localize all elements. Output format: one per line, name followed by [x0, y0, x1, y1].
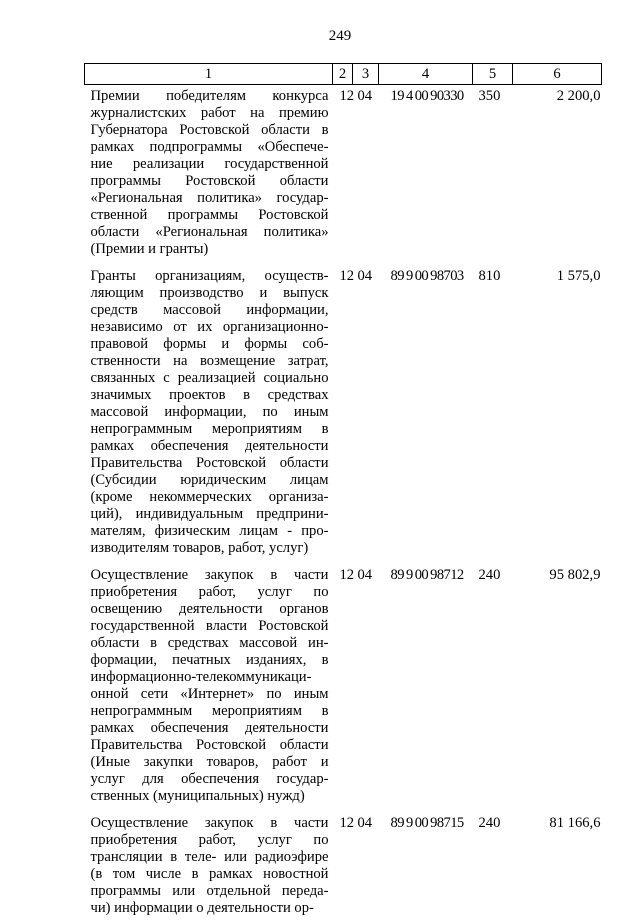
- description-line: Правительства Ростовской области: [91, 737, 329, 754]
- table-row: [85, 564, 602, 812]
- description-line: непрограммным мероприятиям в: [91, 421, 329, 438]
- row-description: [85, 265, 333, 564]
- table-row: [85, 812, 602, 924]
- subsection-code: 04: [353, 812, 379, 924]
- description-line: Осуществление закупок в части: [91, 815, 329, 832]
- description-line: массовой информации, по иным: [91, 404, 329, 421]
- description-line: (кроме некоммерческих организа-: [91, 489, 329, 506]
- target-article-code: 19 4 00 90330: [379, 85, 473, 266]
- amount-value: 81 166,6: [513, 812, 602, 924]
- target-article-code: 89 9 00 98715: [379, 812, 473, 924]
- section-code: 12: [333, 564, 353, 812]
- table-body: [85, 85, 602, 924]
- header-col-1: 1: [85, 64, 333, 85]
- description-line: непрограммным мероприятиям в: [91, 703, 329, 720]
- description-line: (Премии и гранты): [91, 241, 329, 258]
- description-line: Гранты организациям, осуществ-: [91, 268, 329, 285]
- row-description: [85, 812, 333, 924]
- description-line: «Региональная политика» государ-: [91, 190, 329, 207]
- header-row: [85, 64, 602, 85]
- description-line: рамках обеспечения деятельности: [91, 720, 329, 737]
- expense-type-code: 240: [473, 564, 513, 812]
- description-line: информационно-телекоммуникаци-: [91, 669, 329, 686]
- description-line: ций), индивидуальным предприни-: [91, 506, 329, 523]
- description-line: программы Ростовской области: [91, 173, 329, 190]
- expense-type-code: 810: [473, 265, 513, 564]
- expense-type-code: 350: [473, 85, 513, 266]
- description-line: формации, печатных изданиях, в: [91, 652, 329, 669]
- description-line: изводителям товаров, работ, услуг): [91, 540, 329, 557]
- description-line: Премии победителям конкурса: [91, 88, 329, 105]
- description-line: журналистских работ на премию: [91, 105, 329, 122]
- description-line: области «Региональная политика»: [91, 224, 329, 241]
- target-article-code: 89 9 00 98703: [379, 265, 473, 564]
- header-col-4: 4: [379, 64, 473, 85]
- description-line: приобретения работ, услуг по: [91, 832, 329, 849]
- row-description: [85, 85, 333, 266]
- amount-value: 1 575,0: [513, 265, 602, 564]
- description-line: чи) информации о деятельности ор-: [91, 900, 329, 917]
- description-line: программы или отдельной переда-: [91, 883, 329, 900]
- description-line: Осуществление закупок в части: [91, 567, 329, 584]
- description-line: значимых проектов в средствах: [91, 387, 329, 404]
- header-col-6: 6: [513, 64, 602, 85]
- table-row: [85, 265, 602, 564]
- target-article-code: 89 9 00 98712: [379, 564, 473, 812]
- description-line: правовой формы и формы соб-: [91, 336, 329, 353]
- description-line: независимо от их организационно-: [91, 319, 329, 336]
- description-line: ние реализации государственной: [91, 156, 329, 173]
- amount-value: 95 802,9: [513, 564, 602, 812]
- description-line: (Иные закупки товаров, работ и: [91, 754, 329, 771]
- amount-value: 2 200,0: [513, 85, 602, 266]
- description-line: связанных с реализацией социально: [91, 370, 329, 387]
- description-line: трансляции в теле- или радиоэфире: [91, 849, 329, 866]
- description-line: ляющим производство и выпуск: [91, 285, 329, 302]
- description-line: освещению деятельности органов: [91, 601, 329, 618]
- section-code: 12: [333, 812, 353, 924]
- expense-type-code: 240: [473, 812, 513, 924]
- description-line: рамках обеспечения деятельности: [91, 438, 329, 455]
- subsection-code: 04: [353, 564, 379, 812]
- description-line: ственных (муниципальных) нужд): [91, 788, 329, 805]
- section-code: 12: [333, 85, 353, 266]
- header-col-5: 5: [473, 64, 513, 85]
- description-line: Губернатора Ростовской области в: [91, 122, 329, 139]
- budget-table: [84, 63, 602, 924]
- description-line: (Субсидии юридическим лицам: [91, 472, 329, 489]
- subsection-code: 04: [353, 85, 379, 266]
- description-line: области в средствах массовой ин-: [91, 635, 329, 652]
- page-number: 249: [0, 28, 640, 45]
- description-line: ственности на возмещение затрат,: [91, 353, 329, 370]
- description-line: ственной программы Ростовской: [91, 207, 329, 224]
- description-line: средств массовой информации,: [91, 302, 329, 319]
- table-header: [85, 64, 602, 85]
- description-line: мателям, физическим лицам - про-: [91, 523, 329, 540]
- description-line: (в том числе в рамках новостной: [91, 866, 329, 883]
- description-line: услуг для обеспечения государ-: [91, 771, 329, 788]
- header-col-3: 3: [353, 64, 379, 85]
- section-code: 12: [333, 265, 353, 564]
- header-col-2: 2: [333, 64, 353, 85]
- description-line: рамках подпрограммы «Обеспече-: [91, 139, 329, 156]
- description-line: Правительства Ростовской области: [91, 455, 329, 472]
- table-row: [85, 85, 602, 266]
- row-description: [85, 564, 333, 812]
- subsection-code: 04: [353, 265, 379, 564]
- description-line: онной сети «Интернет» по иным: [91, 686, 329, 703]
- description-line: приобретения работ, услуг по: [91, 584, 329, 601]
- description-line: государственной власти Ростовской: [91, 618, 329, 635]
